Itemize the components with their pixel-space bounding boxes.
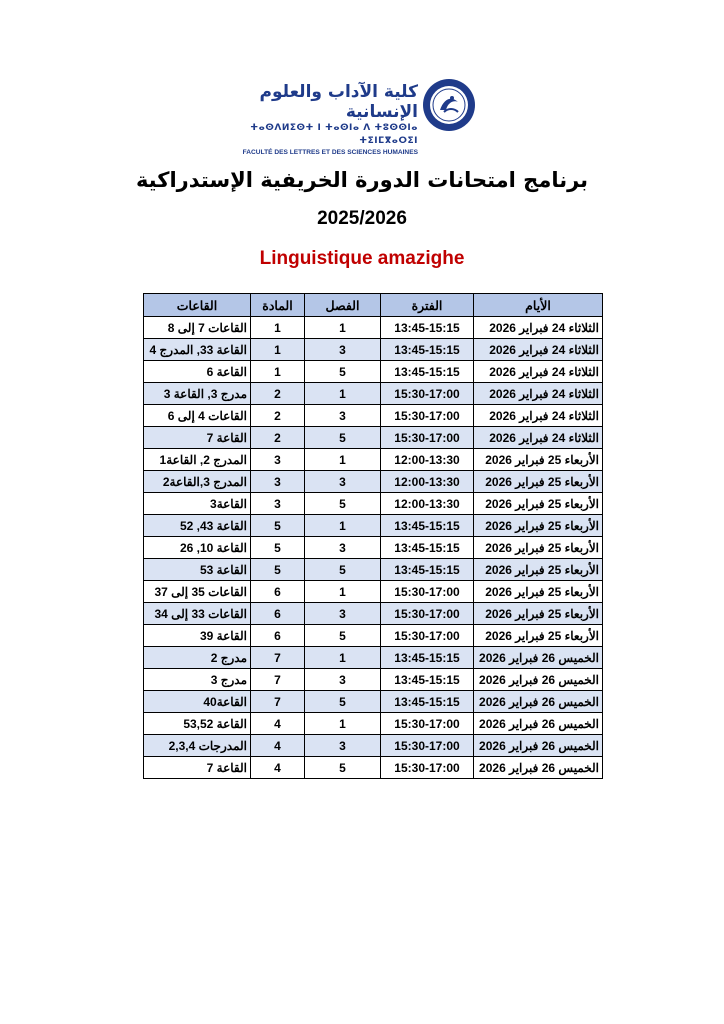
cell-day: الأربعاء 25 فبراير 2026 (474, 515, 603, 537)
cell-time: 13:45-15:15 (381, 339, 474, 361)
cell-day: الثلاثاء 24 فبراير 2026 (474, 317, 603, 339)
cell-day: الخميس 26 فبراير 2026 (474, 713, 603, 735)
cell-module: 3 (251, 449, 305, 471)
cell-semester: 5 (305, 625, 381, 647)
cell-module: 6 (251, 625, 305, 647)
logo-text-block (232, 82, 418, 158)
cell-rooms: القاعة 7 (144, 427, 251, 449)
cell-time: 15:30-17:00 (381, 735, 474, 757)
cell-rooms: القاعات 33 إلى 34 (144, 603, 251, 625)
cell-rooms: القاعة3 (144, 493, 251, 515)
cell-module: 7 (251, 647, 305, 669)
cell-semester: 3 (305, 339, 381, 361)
logo-tifinagh-name: ⵜⴰⵙⴷⵍⵉⵙⵜ ⵏ ⵜⴰⵙⵏⴰ ⴷ ⵜⵓⵙⵙⵏⴰ ⵜⵉⵏⵎⴳⴰⵔⵉⵏ (250, 123, 418, 146)
cell-day: الأربعاء 25 فبراير 2026 (474, 603, 603, 625)
cell-module: 1 (251, 339, 305, 361)
cell-semester: 5 (305, 757, 381, 779)
cell-rooms: القاعات 4 إلى 6 (144, 405, 251, 427)
cell-day: الثلاثاء 24 فبراير 2026 (474, 383, 603, 405)
cell-semester: 3 (305, 603, 381, 625)
cell-time: 15:30-17:00 (381, 581, 474, 603)
header-semester: الفصل (305, 294, 381, 317)
cell-day: الخميس 26 فبراير 2026 (474, 647, 603, 669)
cell-semester: 5 (305, 427, 381, 449)
university-emblem-icon (422, 78, 476, 132)
table-row (144, 361, 603, 383)
cell-semester: 1 (305, 713, 381, 735)
cell-semester: 5 (305, 691, 381, 713)
cell-module: 2 (251, 405, 305, 427)
table-row (144, 537, 603, 559)
cell-semester: 3 (305, 405, 381, 427)
cell-module: 6 (251, 581, 305, 603)
table-row (144, 559, 603, 581)
table-body (144, 317, 603, 779)
cell-semester: 3 (305, 669, 381, 691)
cell-rooms: القاعة 10, 26 (144, 537, 251, 559)
page-title: برنامج امتحانات الدورة الخريفية الإستدراكية (135, 168, 589, 192)
exam-schedule-table (143, 293, 603, 779)
cell-time: 13:45-15:15 (381, 515, 474, 537)
header-rooms: القاعات (144, 294, 251, 317)
logo-french-name: FACULTÉ DES LETTRES ET DES SCIENCES HUMAINES (242, 149, 418, 156)
table-row (144, 603, 603, 625)
cell-module: 3 (251, 493, 305, 515)
cell-rooms: المدرجات 2,3,4 (144, 735, 251, 757)
cell-time: 12:00-13:30 (381, 493, 474, 515)
cell-day: الثلاثاء 24 فبراير 2026 (474, 427, 603, 449)
cell-semester: 1 (305, 515, 381, 537)
cell-module: 5 (251, 537, 305, 559)
cell-time: 13:45-15:15 (381, 361, 474, 383)
table-row (144, 449, 603, 471)
cell-time: 15:30-17:00 (381, 603, 474, 625)
cell-semester: 3 (305, 471, 381, 493)
header-time: الفترة (381, 294, 474, 317)
cell-rooms: القاعة 53,52 (144, 713, 251, 735)
cell-time: 15:30-17:00 (381, 757, 474, 779)
cell-day: الأربعاء 25 فبراير 2026 (474, 625, 603, 647)
table-row (144, 757, 603, 779)
cell-module: 7 (251, 669, 305, 691)
cell-semester: 3 (305, 735, 381, 757)
cell-module: 1 (251, 317, 305, 339)
cell-rooms: القاعات 7 إلى 8 (144, 317, 251, 339)
cell-semester: 5 (305, 493, 381, 515)
cell-module: 6 (251, 603, 305, 625)
cell-time: 12:00-13:30 (381, 449, 474, 471)
cell-rooms: مدرج 2 (144, 647, 251, 669)
cell-module: 5 (251, 515, 305, 537)
cell-day: الخميس 26 فبراير 2026 (474, 735, 603, 757)
cell-rooms: القاعة 33, المدرج 4 (144, 339, 251, 361)
cell-rooms: القاعات 35 إلى 37 (144, 581, 251, 603)
table-row (144, 427, 603, 449)
cell-time: 12:00-13:30 (381, 471, 474, 493)
cell-semester: 1 (305, 647, 381, 669)
cell-module: 2 (251, 427, 305, 449)
cell-rooms: القاعة 7 (144, 757, 251, 779)
cell-time: 15:30-17:00 (381, 383, 474, 405)
cell-rooms: القاعة 6 (144, 361, 251, 383)
table-row (144, 383, 603, 405)
cell-semester: 1 (305, 449, 381, 471)
cell-module: 1 (251, 361, 305, 383)
cell-day: الثلاثاء 24 فبراير 2026 (474, 339, 603, 361)
cell-time: 15:30-17:00 (381, 405, 474, 427)
table-row (144, 625, 603, 647)
table-row (144, 581, 603, 603)
cell-semester: 5 (305, 361, 381, 383)
cell-time: 13:45-15:15 (381, 317, 474, 339)
cell-rooms: القاعة 43, 52 (144, 515, 251, 537)
cell-rooms: القاعة 39 (144, 625, 251, 647)
cell-semester: 3 (305, 537, 381, 559)
cell-day: الأربعاء 25 فبراير 2026 (474, 449, 603, 471)
cell-day: الخميس 26 فبراير 2026 (474, 669, 603, 691)
table-row (144, 735, 603, 757)
program-name: Linguistique amazighe (259, 248, 465, 269)
header-module: المادة (251, 294, 305, 317)
cell-module: 5 (251, 559, 305, 581)
cell-rooms: مدرج 3 (144, 669, 251, 691)
cell-time: 15:30-17:00 (381, 713, 474, 735)
cell-time: 13:45-15:15 (381, 691, 474, 713)
table-row (144, 405, 603, 427)
cell-module: 2 (251, 383, 305, 405)
table-row (144, 713, 603, 735)
cell-day: الخميس 26 فبراير 2026 (474, 691, 603, 713)
cell-rooms: المدرج 2, القاعة1 (144, 449, 251, 471)
cell-day: الثلاثاء 24 فبراير 2026 (474, 405, 603, 427)
table-row (144, 493, 603, 515)
table-row (144, 669, 603, 691)
faculty-logo (232, 78, 482, 156)
cell-time: 13:45-15:15 (381, 669, 474, 691)
logo-arabic-name: كلية الآداب والعلوم الإنسانية (259, 82, 418, 122)
cell-rooms: القاعة40 (144, 691, 251, 713)
cell-module: 4 (251, 713, 305, 735)
table-row (144, 515, 603, 537)
cell-day: الخميس 26 فبراير 2026 (474, 757, 603, 779)
cell-module: 4 (251, 735, 305, 757)
cell-semester: 1 (305, 317, 381, 339)
header-day: الأيام (474, 294, 603, 317)
cell-rooms: القاعة 53 (144, 559, 251, 581)
cell-time: 13:45-15:15 (381, 559, 474, 581)
table-row (144, 471, 603, 493)
table-header-row (144, 294, 603, 317)
cell-time: 15:30-17:00 (381, 427, 474, 449)
academic-year: 2025/2026 (317, 208, 407, 229)
cell-day: الأربعاء 25 فبراير 2026 (474, 537, 603, 559)
cell-rooms: المدرج 3,القاعة2 (144, 471, 251, 493)
cell-module: 4 (251, 757, 305, 779)
cell-module: 7 (251, 691, 305, 713)
cell-day: الأربعاء 25 فبراير 2026 (474, 581, 603, 603)
table-row (144, 647, 603, 669)
table-row (144, 339, 603, 361)
cell-time: 13:45-15:15 (381, 537, 474, 559)
cell-semester: 1 (305, 383, 381, 405)
table-row (144, 317, 603, 339)
table-row (144, 691, 603, 713)
cell-module: 3 (251, 471, 305, 493)
cell-semester: 1 (305, 581, 381, 603)
cell-time: 13:45-15:15 (381, 647, 474, 669)
cell-rooms: مدرج 3, القاعة 3 (144, 383, 251, 405)
cell-time: 15:30-17:00 (381, 625, 474, 647)
cell-day: الأربعاء 25 فبراير 2026 (474, 493, 603, 515)
cell-day: الأربعاء 25 فبراير 2026 (474, 471, 603, 493)
cell-day: الثلاثاء 24 فبراير 2026 (474, 361, 603, 383)
cell-day: الأربعاء 25 فبراير 2026 (474, 559, 603, 581)
cell-semester: 5 (305, 559, 381, 581)
